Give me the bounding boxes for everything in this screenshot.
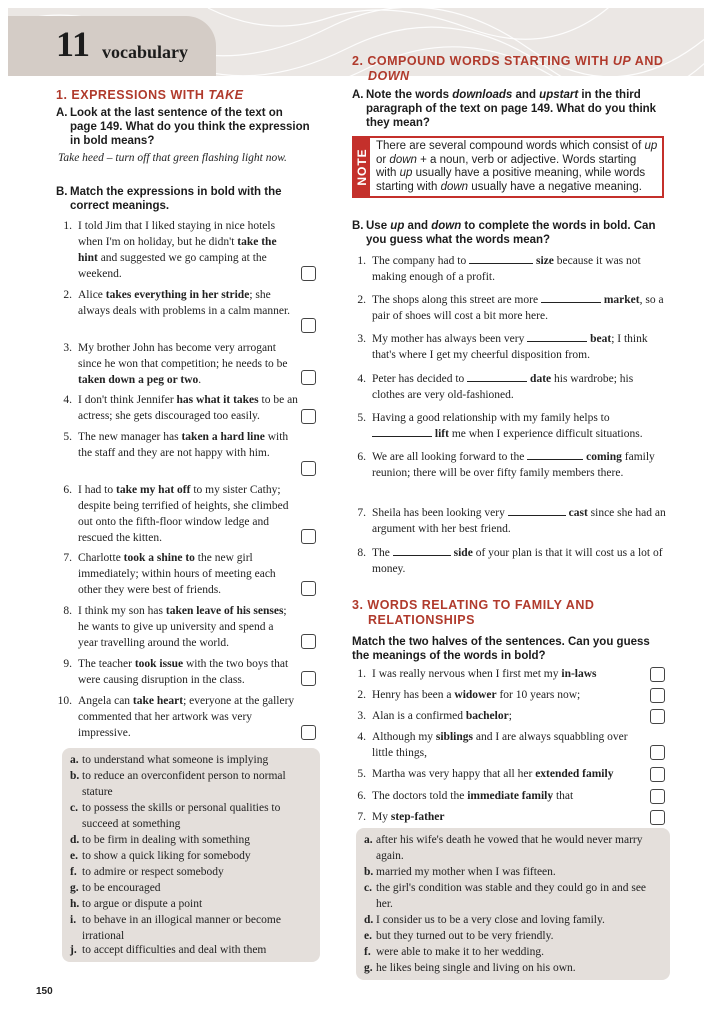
answer-blank[interactable] bbox=[469, 253, 533, 264]
section-3-instruction: Match the two halves of the sentences. Can you guess the meanings of the words in bold? bbox=[352, 636, 650, 662]
note-box bbox=[352, 136, 664, 198]
section-2-part-a: A. Note the words downloads and upstart in the third paragraph of the text on page 149. What do you think they mean? bbox=[352, 89, 657, 129]
section-1-heading: 1. EXPRESSIONS WITH TAKE bbox=[56, 88, 244, 102]
list-item: 6. I had to take my hat off to my sister Cathy; despite being terrified of heights, she climbed out onto the fifth-floor window ledge and rescued the kitten. bbox=[63, 484, 289, 544]
list-item: 2. The shops along this street are more market, so a pair of shoes will cost a bit more here. bbox=[357, 294, 664, 322]
list-item: h. to argue or dispute a point bbox=[70, 898, 203, 910]
list-item: 6. We are all looking forward to the coming family reunion; there will be over fifty family members there. bbox=[357, 451, 655, 479]
answer-checkbox[interactable] bbox=[301, 409, 316, 424]
list-item: a. after his wife's death he vowed that he would never marry again. bbox=[364, 834, 643, 862]
list-item: j. to accept difficulties and deal with them bbox=[70, 944, 267, 956]
list-item: 5. The new manager has taken a hard line with the staff and they are not happy with him. bbox=[63, 431, 289, 459]
list-item: 3. Alan is a confirmed bachelor; bbox=[357, 710, 512, 722]
endings-key bbox=[356, 828, 670, 980]
list-item: 3. My mother has always been very beat; I think that's where I get my cheerful disposition from. bbox=[357, 333, 648, 361]
list-item: c. to possess the skills or personal qualities to succeed at something bbox=[70, 802, 281, 830]
list-item: 6. The doctors told the immediate family that bbox=[357, 790, 574, 802]
answer-blank[interactable] bbox=[508, 505, 566, 516]
answer-checkbox[interactable] bbox=[650, 688, 665, 703]
answer-blank[interactable] bbox=[527, 331, 587, 342]
list-item: e. to show a quick liking for somebody bbox=[70, 850, 251, 862]
answer-checkbox[interactable] bbox=[650, 767, 665, 782]
answer-checkbox[interactable] bbox=[301, 461, 316, 476]
list-item: 8. The side of your plan is that it will cost us a lot of money. bbox=[357, 547, 663, 575]
list-item: 7. Charlotte took a shine to the new girl immediately; within hours of meeting each other they were best of friends. bbox=[63, 552, 276, 596]
section-2-heading: 2. COMPOUND WORDS STARTING WITH UP AND DOWN bbox=[352, 54, 664, 83]
answer-checkbox[interactable] bbox=[650, 709, 665, 724]
answer-checkbox[interactable] bbox=[650, 810, 665, 825]
section-1-part-b: B. Match the expressions in bold with the correct meanings. bbox=[56, 186, 282, 212]
list-item: 2. Alice takes everything in her stride; she always deals with problems in a calm manner. bbox=[63, 289, 291, 317]
list-item: 9. The teacher took issue with the two boys that were causing disruption in the class. bbox=[63, 658, 289, 686]
list-item: g. he likes being single and living on his own. bbox=[364, 962, 576, 974]
list-item: g. to be encouraged bbox=[70, 882, 161, 894]
list-item: 2. Henry has been a widower for 10 years now; bbox=[357, 689, 581, 701]
answer-checkbox[interactable] bbox=[301, 318, 316, 333]
list-item: 8. I think my son has taken leave of his senses; he wants to give up university and spend a year travelling around the world. bbox=[63, 605, 287, 649]
list-item: d. to be firm in dealing with something bbox=[70, 834, 251, 846]
list-item: b. married my mother when I was fifteen. bbox=[364, 866, 556, 878]
unit-title: vocabulary bbox=[102, 42, 189, 62]
answer-blank[interactable] bbox=[467, 371, 527, 382]
list-item: 4. Peter has decided to date his wardrobe; his clothes are very old-fashioned. bbox=[357, 373, 634, 401]
answer-blank[interactable] bbox=[527, 449, 583, 460]
answer-checkbox[interactable] bbox=[301, 581, 316, 596]
answer-checkbox[interactable] bbox=[650, 667, 665, 682]
section-2-part-b: B. Use up and down to complete the words in bold. Can you guess what the words mean? bbox=[352, 220, 656, 246]
answer-checkbox[interactable] bbox=[301, 370, 316, 385]
section-1-part-a: A. Look at the last sentence of the text on page 149. What do you think the expression in bold means? bbox=[56, 107, 310, 147]
list-item: 1. The company had to size because it was not making enough of a profit. bbox=[357, 255, 641, 283]
list-item: a. to understand what someone is implying bbox=[70, 754, 269, 766]
note-label: NOTE bbox=[354, 138, 370, 196]
list-item: f. to admire or respect somebody bbox=[70, 866, 224, 878]
answer-blank[interactable] bbox=[393, 545, 451, 556]
answer-checkbox[interactable] bbox=[301, 634, 316, 649]
example-sentence: Take heed – turn off that green flashing light now. bbox=[58, 152, 287, 164]
list-item: e. but they turned out to be very friendly. bbox=[364, 930, 554, 942]
answer-blank[interactable] bbox=[372, 426, 432, 437]
list-item: 4. Although my siblings and I are always squabbling over little things, bbox=[357, 731, 628, 759]
answer-checkbox[interactable] bbox=[301, 725, 316, 740]
list-item: 1. I was really nervous when I first met my in-laws bbox=[357, 668, 597, 680]
list-item: b. to reduce an overconfident person to normal stature bbox=[70, 770, 286, 798]
answer-checkbox[interactable] bbox=[301, 671, 316, 686]
answer-checkbox[interactable] bbox=[650, 745, 665, 760]
answer-blank[interactable] bbox=[541, 292, 601, 303]
list-item: 3. My brother John has become very arrogant since he won that competition; he needs to be taken down a peg or two. bbox=[63, 342, 288, 386]
list-item: 5. Martha was very happy that all her extended family bbox=[357, 768, 614, 780]
list-item: 4. I don't think Jennifer has what it takes to be an actress; she gets discouraged too easily. bbox=[63, 394, 298, 422]
list-item: d. I consider us to be a very close and loving family. bbox=[364, 914, 605, 926]
section-3-heading: 3. WORDS RELATING TO FAMILY AND RELATIONSHIPS bbox=[352, 598, 595, 627]
list-item: 7. My step-father bbox=[357, 811, 445, 823]
list-item: 1. I told Jim that I liked staying in nice hotels when I'm on holiday, but he didn't take the hint and suggested we go camping at the weekend. bbox=[63, 220, 277, 280]
unit-number: 11 bbox=[56, 24, 91, 64]
page-number: 150 bbox=[36, 986, 53, 997]
list-item: 10. Angela can take heart; everyone at the gallery commented that her artwork was very impressive. bbox=[57, 695, 295, 739]
list-item: c. the girl's condition was stable and they could go in and see her. bbox=[364, 882, 647, 910]
list-item: i. to behave in an illogical manner or become irrational bbox=[70, 914, 281, 942]
answer-checkbox[interactable] bbox=[650, 789, 665, 804]
answer-checkbox[interactable] bbox=[301, 529, 316, 544]
list-item: 7. Sheila has been looking very cast since she had an argument with her best friend. bbox=[357, 507, 666, 535]
list-item: 5. Having a good relationship with my family helps to lift me when I experience difficult situations. bbox=[357, 412, 643, 440]
list-item: f. were able to make it to her wedding. bbox=[364, 946, 544, 958]
answer-checkbox[interactable] bbox=[301, 266, 316, 281]
meanings-key bbox=[62, 748, 320, 962]
note-text: There are several compound words which consist of up or down + a noun, verb or adjective. Words starting with up usually have a positive meaning, while words starting with down usually have a negative meaning. bbox=[376, 140, 658, 193]
